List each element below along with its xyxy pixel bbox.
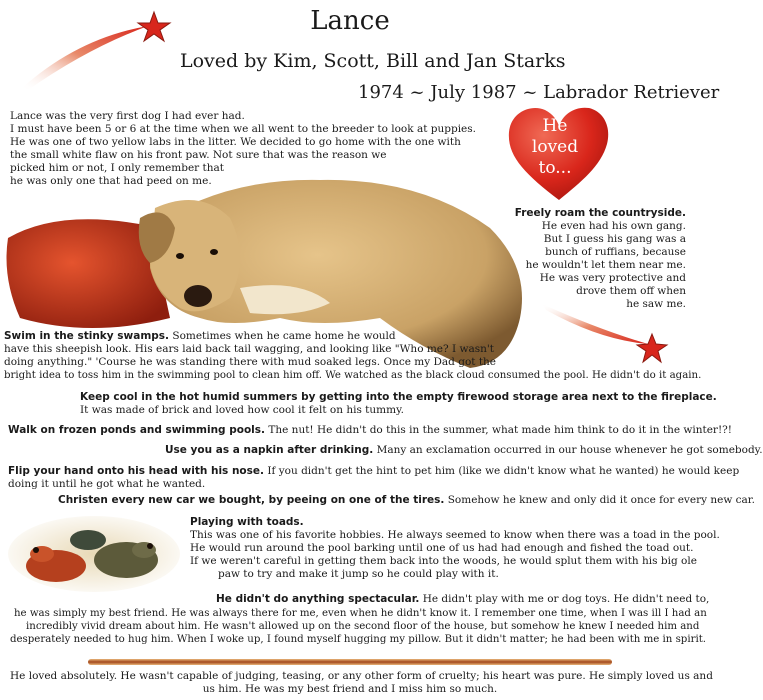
spectacular-line: he was simply my best friend. He was always there for me, even when he didn't know it. I remember one time, when I was ill I had an	[14, 608, 707, 619]
roam-line: He was very protective and	[539, 272, 686, 284]
christen-text: Somehow he knew and only did it once for every new car.	[447, 494, 756, 506]
intro-line: I must have been 5 or 6 at the time when we all went to the breeder to look at puppies.	[10, 123, 476, 135]
closing-line: He loved absolutely. He wasn't capable of judging, teasing, or any other form of cruelty; his heart was pure. He simply loved us and	[10, 670, 713, 682]
walk-section	[8, 424, 732, 437]
closing-line: us him. He was my best friend and I miss him so much.	[202, 683, 498, 695]
walk-text: The nut! He didn't do this in the summer, what made him think to do it in the winter!?!	[268, 424, 733, 436]
intro-paragraph	[10, 110, 480, 188]
swim-line: doing anything." 'Course he was standing there with mud soaked legs. Once my Dad got the	[4, 356, 497, 368]
roam-line: bunch of ruffians, because	[545, 246, 686, 258]
toads-line: He would run around the pool barking until one of us had had enough and fished the toad out.	[190, 542, 694, 554]
roam-line: But I guess his gang was a	[543, 233, 686, 245]
toads-section	[190, 516, 720, 581]
christen-section	[58, 494, 755, 507]
flip-text: If you didn't get the hint to pet him (like we didn't know what he wanted) he would keep	[267, 465, 740, 477]
roam-line: He even had his own gang.	[541, 220, 686, 232]
swim-line: have this sheepish look. His ears laid back tail wagging, and looking like "Who me? I wasn't	[4, 343, 494, 355]
section-heading: Keep cool in the hot humid summers by getting into the empty firewood storage area next to the fireplace.	[80, 391, 717, 403]
section-heading: Swim in the stinky swamps.	[4, 330, 170, 342]
flip-section	[8, 465, 739, 478]
toads-line: paw to try and make it jump so he could play with it.	[218, 568, 499, 580]
flip-text: doing it until he got what he wanted.	[8, 478, 206, 490]
spectacular-line: incredibly vivid dream about him. He wasn't allowed up on the second floor of the house, but somehow he knew I needed him and	[26, 621, 700, 632]
page-subtitle: Loved by Kim, Scott, Bill and Jan Starks	[180, 50, 566, 72]
section-heading: Use you as a napkin after drinking.	[165, 444, 374, 456]
spectacular-line: desperately needed to hug him. When I woke up, I found myself hugging my pillow. But it didn't matter; he had been with me in spirit.	[10, 634, 707, 645]
toads-illustration	[6, 512, 182, 592]
swim-line: Sometimes when he came home he would	[172, 330, 396, 342]
section-heading: Flip your hand onto his head with his nose.	[8, 465, 265, 477]
heart-line: loved	[531, 137, 579, 157]
spectacular-section	[216, 593, 709, 606]
roam-line: he wouldn't let them near me.	[525, 259, 686, 271]
heart-line: He	[542, 116, 568, 136]
intro-line: Lance was the very first dog I had ever had.	[10, 110, 245, 122]
spectacular-line: He didn't play with me or dog toys. He didn't need to,	[422, 593, 710, 605]
intro-line: he was only one that had peed on me.	[10, 175, 212, 187]
life-dates: 1974 ~ July 1987 ~ Labrador Retriever	[358, 82, 720, 103]
section-heading: He didn't do anything spectacular.	[216, 593, 420, 605]
section-heading: Christen every new car we bought, by peeing on one of the tires.	[58, 494, 445, 506]
decorative-divider	[88, 659, 612, 665]
napkin-text: Many an exclamation occurred in our house whenever he got somebody.	[376, 444, 763, 456]
cool-text: It was made of brick and loved how cool it felt on his tummy.	[80, 404, 404, 416]
closing-paragraph	[10, 670, 713, 696]
page-title: Lance	[310, 6, 390, 36]
toad-icon	[94, 542, 158, 578]
toads-line: If we weren't careful in getting them back into the woods, he would splut them with his big ole	[190, 555, 697, 567]
intro-line: picked him or not, I only remember that	[10, 162, 224, 174]
roam-section	[470, 207, 686, 311]
intro-line: He was one of two yellow labs in the litter. We decided to go home with the one with	[10, 136, 461, 148]
intro-line: the small white flaw on his front paw. Not sure that was the reason we	[10, 149, 387, 161]
roam-line: drove them off when	[576, 285, 686, 297]
section-heading: Playing with toads.	[190, 516, 304, 528]
cool-section	[80, 391, 717, 404]
napkin-section	[165, 444, 763, 457]
toad-icon	[70, 530, 106, 550]
section-heading: Freely roam the countryside.	[514, 207, 686, 219]
section-heading: Walk on frozen ponds and swimming pools.	[8, 424, 266, 436]
heart-line: to...	[538, 158, 572, 178]
roam-line: he saw me.	[626, 298, 686, 310]
swim-line: bright idea to toss him in the swimming pool to clean him off. We watched as the black cloud consumed the pool. He didn't do it again.	[4, 370, 702, 381]
swim-section	[4, 330, 396, 343]
toads-line: This was one of his favorite hobbies. He always seemed to know when there was a toad in the pool.	[190, 529, 720, 541]
